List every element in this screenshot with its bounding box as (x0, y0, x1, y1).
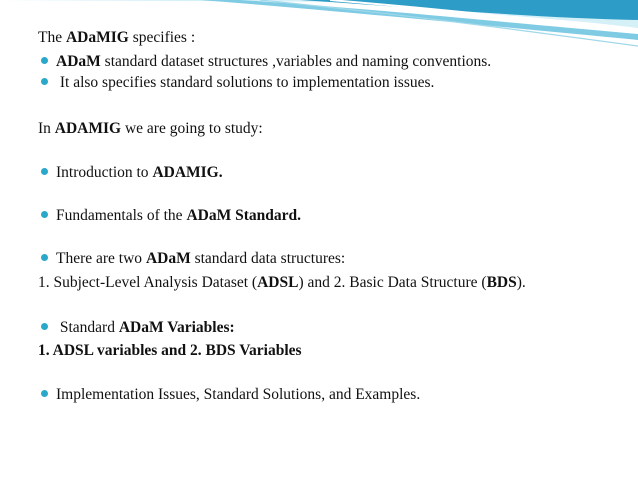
study-line: In ADAMIG we are going to study: (38, 120, 263, 137)
variables-detail-line: 1. ADSL variables and 2. BDS Variables (38, 342, 302, 359)
structures-detail-line: 1. Subject-Level Analysis Dataset (ADSL) and 2. Basic Data Structure (BDS). (38, 274, 526, 291)
list-item-introduction: Introduction to ADAMIG. (41, 164, 223, 182)
bullet-icon (41, 57, 48, 64)
bullet-icon (41, 78, 48, 85)
list-item-standard-variables: Standard ADaM Variables: (41, 319, 235, 337)
list-item-implementation: Implementation Issues, Standard Solutions, and Examples. (41, 386, 420, 404)
bullet-icon (41, 390, 48, 397)
list-item-fundamentals: Fundamentals of the ADaM Standard. (41, 207, 301, 225)
bullet-icon (41, 323, 48, 330)
bullet-icon (41, 211, 48, 218)
bullet-icon (41, 254, 48, 261)
list-item-two-structures: There are two ADaM standard data structures: (41, 250, 345, 268)
intro-line: The ADaMIG specifies : (38, 29, 196, 46)
list-item-spec-solutions: It also specifies standard solutions to implementation issues. (41, 74, 434, 92)
bullet-icon (41, 168, 48, 175)
list-item-spec-structures: ADaM standard dataset structures ,variables and naming conventions. (41, 53, 491, 71)
